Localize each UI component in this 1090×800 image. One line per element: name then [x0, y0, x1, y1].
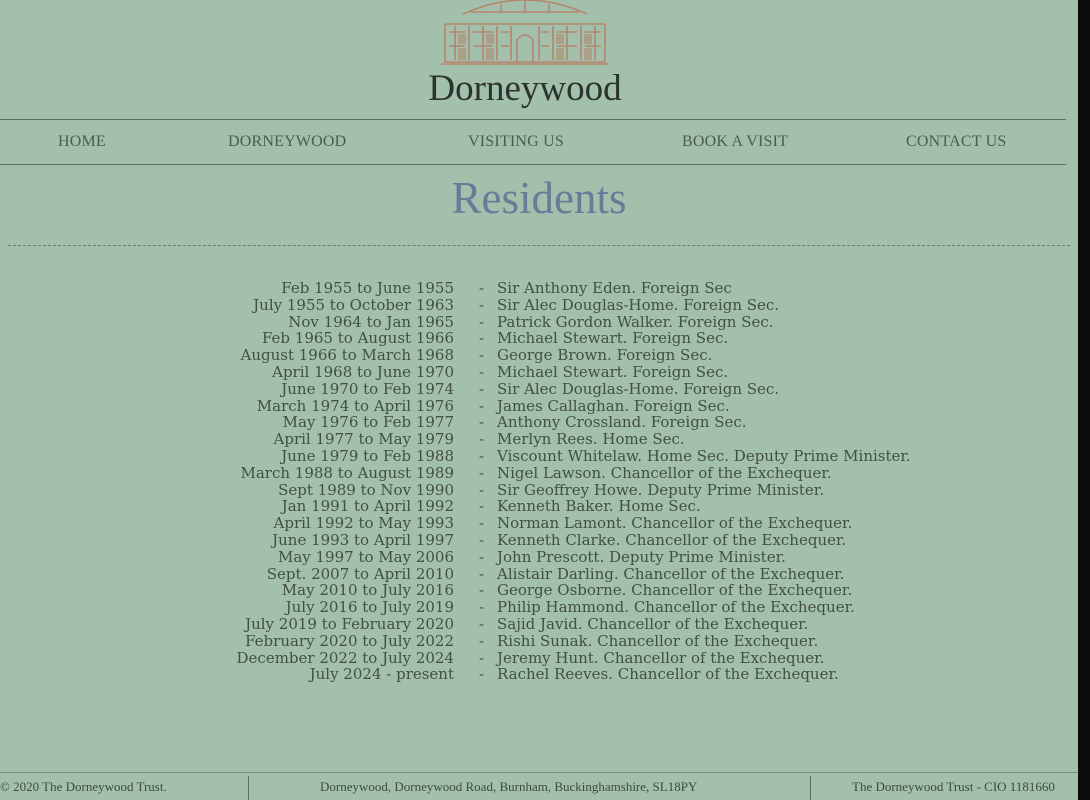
resident-name: Sajid Javid. Chancellor of the Exchequer. — [497, 614, 809, 633]
resident-name: Viscount Whitelaw. Home Sec. Deputy Prime Minister. — [497, 446, 911, 465]
nav-contact-us[interactable]: CONTACT US — [906, 133, 1007, 150]
separator: - — [479, 312, 485, 331]
resident-row — [0, 431, 1078, 448]
separator: - — [479, 631, 485, 650]
resident-dates: June 1970 to Feb 1974 — [281, 379, 454, 398]
dorneywood-house-logo[interactable] — [441, 0, 609, 66]
separator: - — [479, 648, 485, 667]
resident-dates: May 1997 to May 2006 — [277, 547, 454, 566]
resident-dates: March 1974 to April 1976 — [256, 396, 454, 415]
resident-row — [0, 515, 1078, 532]
nav-bottom-rule — [0, 164, 1066, 165]
resident-name: Patrick Gordon Walker. Foreign Sec. — [497, 312, 774, 331]
separator: - — [479, 497, 485, 516]
footer-divider — [810, 776, 811, 800]
separator: - — [479, 514, 485, 533]
resident-dates: Sept 1989 to Nov 1990 — [278, 480, 454, 499]
separator: - — [479, 598, 485, 617]
resident-dates: July 2019 to February 2020 — [245, 614, 454, 633]
resident-row — [0, 465, 1078, 482]
resident-dates: Feb 1955 to June 1955 — [281, 279, 454, 297]
resident-row — [0, 448, 1078, 465]
resident-name: Rachel Reeves. Chancellor of the Exchequer. — [497, 665, 839, 684]
resident-name: Kenneth Baker. Home Sec. — [497, 497, 701, 516]
footer-address: Dorneywood, Dorneywood Road, Burnham, Buckinghamshire, SL18PY — [320, 779, 698, 794]
resident-dates: February 2020 to July 2022 — [245, 631, 454, 650]
nav-top-rule — [0, 119, 1066, 120]
title-divider — [8, 245, 1070, 246]
separator: - — [479, 480, 485, 499]
resident-row — [0, 297, 1078, 314]
separator: - — [479, 463, 485, 482]
resident-dates: April 1977 to May 1979 — [273, 430, 454, 449]
resident-name: Sir Geoffrey Howe. Deputy Prime Minister. — [497, 480, 825, 499]
resident-name: Sir Alec Douglas-Home. Foreign Sec. — [497, 379, 780, 398]
separator: - — [479, 279, 485, 297]
resident-row — [0, 532, 1078, 549]
resident-name: Sir Anthony Eden. Foreign Sec — [497, 279, 732, 297]
nav-book-a-visit[interactable]: BOOK A VISIT — [682, 133, 789, 150]
resident-row — [0, 582, 1078, 599]
resident-name: Anthony Crossland. Foreign Sec. — [497, 413, 747, 432]
site-title[interactable]: Dorneywood — [428, 68, 622, 109]
resident-dates: May 1976 to Feb 1977 — [282, 413, 454, 432]
resident-name: Merlyn Rees. Home Sec. — [497, 430, 685, 449]
page-title: Residents — [451, 173, 627, 223]
resident-dates: June 1993 to April 1997 — [272, 530, 454, 549]
separator: - — [479, 446, 485, 465]
resident-dates: July 2016 to July 2019 — [285, 598, 454, 617]
nav-home[interactable]: HOME — [58, 133, 106, 150]
separator: - — [479, 581, 485, 600]
resident-dates: May 2010 to July 2016 — [281, 581, 454, 600]
separator: - — [479, 614, 485, 633]
separator: - — [479, 665, 485, 684]
resident-row — [0, 330, 1078, 347]
separator: - — [479, 430, 485, 449]
resident-dates: July 2024 - present — [309, 665, 454, 684]
window-edge — [1078, 0, 1090, 800]
resident-row — [0, 398, 1078, 415]
footer-copyright: © 2020 The Dorneywood Trust. — [0, 779, 167, 794]
resident-name: Nigel Lawson. Chancellor of the Exchequer. — [497, 463, 832, 482]
resident-row — [0, 666, 1078, 683]
nav-visiting-us[interactable]: VISITING US — [468, 133, 564, 150]
resident-row — [0, 414, 1078, 431]
resident-name: Sir Alec Douglas-Home. Foreign Sec. — [497, 295, 780, 314]
resident-row — [0, 498, 1078, 515]
separator: - — [479, 379, 485, 398]
resident-row — [0, 549, 1078, 566]
resident-dates: August 1966 to March 1968 — [240, 346, 454, 365]
resident-row — [0, 599, 1078, 616]
resident-dates: Jan 1991 to April 1992 — [281, 497, 454, 516]
resident-name: James Callaghan. Foreign Sec. — [497, 396, 730, 415]
resident-row — [0, 616, 1078, 633]
resident-name: Michael Stewart. Foreign Sec. — [497, 329, 729, 348]
resident-name: Kenneth Clarke. Chancellor of the Exchequer. — [497, 530, 847, 549]
resident-row — [0, 314, 1078, 331]
separator: - — [479, 564, 485, 583]
resident-row — [0, 633, 1078, 650]
resident-row — [0, 381, 1078, 398]
resident-name: Michael Stewart. Foreign Sec. — [497, 362, 729, 381]
resident-dates: March 1988 to August 1989 — [240, 463, 454, 482]
resident-name: Rishi Sunak. Chancellor of the Exchequer. — [497, 631, 819, 650]
resident-row — [0, 347, 1078, 364]
resident-name: George Brown. Foreign Sec. — [497, 346, 713, 365]
resident-row — [0, 566, 1078, 583]
resident-dates: April 1992 to May 1993 — [273, 514, 454, 533]
resident-dates: April 1968 to June 1970 — [272, 362, 454, 381]
separator: - — [479, 396, 485, 415]
residents-list — [0, 280, 1078, 683]
resident-name: Alistair Darling. Chancellor of the Exchequer. — [497, 564, 845, 583]
resident-row — [0, 364, 1078, 381]
resident-dates: Sept. 2007 to April 2010 — [266, 564, 454, 583]
resident-name: Jeremy Hunt. Chancellor of the Exchequer. — [497, 648, 825, 667]
resident-row — [0, 482, 1078, 499]
resident-name: John Prescott. Deputy Prime Minister. — [497, 547, 786, 566]
resident-dates: Feb 1965 to August 1966 — [261, 329, 454, 348]
separator: - — [479, 413, 485, 432]
footer-rule — [0, 772, 1078, 773]
separator: - — [479, 547, 485, 566]
resident-dates: Nov 1964 to Jan 1965 — [288, 312, 454, 331]
separator: - — [479, 329, 485, 348]
nav-dorneywood[interactable]: DORNEYWOOD — [228, 133, 347, 150]
resident-name: George Osborne. Chancellor of the Exchequer. — [497, 581, 853, 600]
resident-dates: December 2022 to July 2024 — [236, 648, 454, 667]
resident-row — [0, 280, 1078, 297]
footer-divider — [248, 776, 249, 800]
separator: - — [479, 362, 485, 381]
resident-dates: June 1979 to Feb 1988 — [281, 446, 454, 465]
footer-charity-number: The Dorneywood Trust - CIO 1181660 — [852, 779, 1055, 794]
resident-dates: July 1955 to October 1963 — [253, 295, 454, 314]
resident-name: Philip Hammond. Chancellor of the Exchequer. — [497, 598, 855, 617]
resident-row — [0, 650, 1078, 667]
separator: - — [479, 295, 485, 314]
separator: - — [479, 530, 485, 549]
separator: - — [479, 346, 485, 365]
resident-name: Norman Lamont. Chancellor of the Exchequer. — [497, 514, 853, 533]
